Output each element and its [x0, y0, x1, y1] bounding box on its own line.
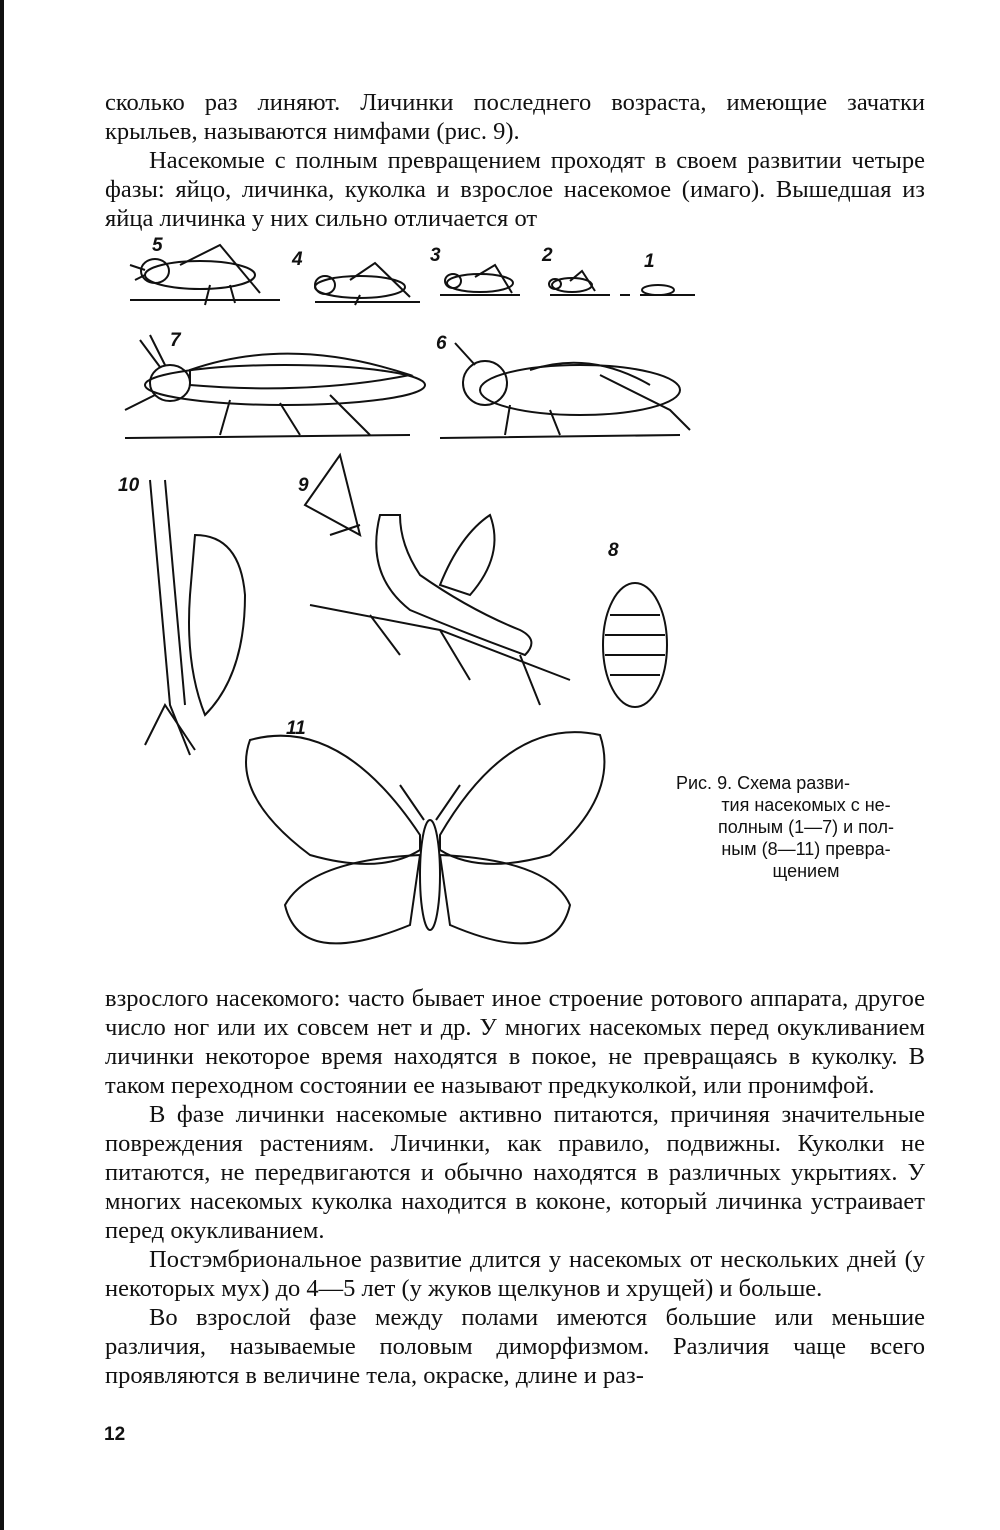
nymph-2-drawing	[549, 271, 595, 292]
larva-9-drawing	[305, 455, 570, 705]
paragraph-3: взрослого насекомого: часто бывает иное строение ротового аппарата, другое число ног или их совсем нет и др. У многих насекомых перед окукливанием личинки некоторое время находятся в покое, не превращаясь в куколку. В таком переходном состоянии ее называют предкуколкой, или пронимфой.	[105, 985, 925, 1099]
paragraph-1: сколько раз линяют. Личинки последнего возраста, имеющие зачатки крыльев, называются нимфами (рис. 9).	[105, 89, 925, 145]
caption-line-4: ным (8—11) превра-	[721, 839, 891, 859]
figure-caption	[676, 772, 936, 882]
figure-label-11: 11	[286, 718, 306, 739]
figure-label-9: 9	[298, 475, 309, 496]
paragraph-4: В фазе личинки насекомые активно питаются, причиняя значительные повреждения растениям. Личинки, как правило, подвижны. Куколки не питаются, не передвигаются и обычно находятся в различных укрытиях. У многих насекомых куколка находится в коконе, который личинка устраивает перед окукливанием.	[105, 1101, 925, 1244]
nymph-3-drawing	[445, 265, 513, 293]
caption-line-1: Рис. 9. Схема разви-	[676, 773, 850, 793]
figure-label-6: 6	[436, 333, 447, 354]
adult-grasshopper-6-drawing	[455, 343, 690, 435]
figure-label-2: 2	[542, 245, 553, 266]
adult-grasshopper-7-drawing	[125, 335, 680, 438]
figure-label-7: 7	[170, 330, 181, 351]
paragraph-5: Постэмбриональное развитие длится у насекомых от нескольких дней (у некоторых мух) до 4—5 лет (у жуков щелкунов и хрущей) и больше.	[105, 1246, 925, 1302]
page-number: 12	[104, 1424, 126, 1445]
figure-label-1: 1	[644, 251, 655, 272]
egg-8-drawing	[603, 583, 667, 707]
paragraph-6: Во взрослой фазе между полами имеются большие или меньшие различия, называемые половым диморфизмом. Различия чаще всего проявляются в величине тела, окраске, длине и раз-	[105, 1304, 925, 1389]
top-text-block	[105, 88, 925, 233]
nymph-4-drawing	[315, 263, 410, 305]
figure-label-3: 3	[430, 245, 441, 266]
figure-label-10: 10	[118, 475, 140, 496]
pupa-10-drawing	[145, 480, 245, 755]
butterfly-11-drawing	[246, 732, 604, 943]
caption-line-2: тия насекомых с не-	[721, 795, 891, 815]
figure-label-4: 4	[292, 249, 303, 270]
nymph-5-drawing	[130, 245, 260, 305]
caption-line-3: полным (1—7) и пол-	[717, 817, 895, 837]
figure-label-8: 8	[608, 540, 619, 561]
egg-1-drawing	[642, 285, 674, 295]
caption-line-5: щением	[772, 861, 840, 881]
figure-label-5: 5	[152, 235, 163, 256]
page-binding-edge	[0, 0, 4, 1530]
paragraph-2: Насекомые с полным превращением проходят в своем развитии четыре фазы: яйцо, личинка, куколка и взрослое насекомое (имаго). Вышедшая из яйца личинка у них сильно отличается от	[105, 147, 925, 232]
bottom-text-block	[105, 984, 925, 1390]
